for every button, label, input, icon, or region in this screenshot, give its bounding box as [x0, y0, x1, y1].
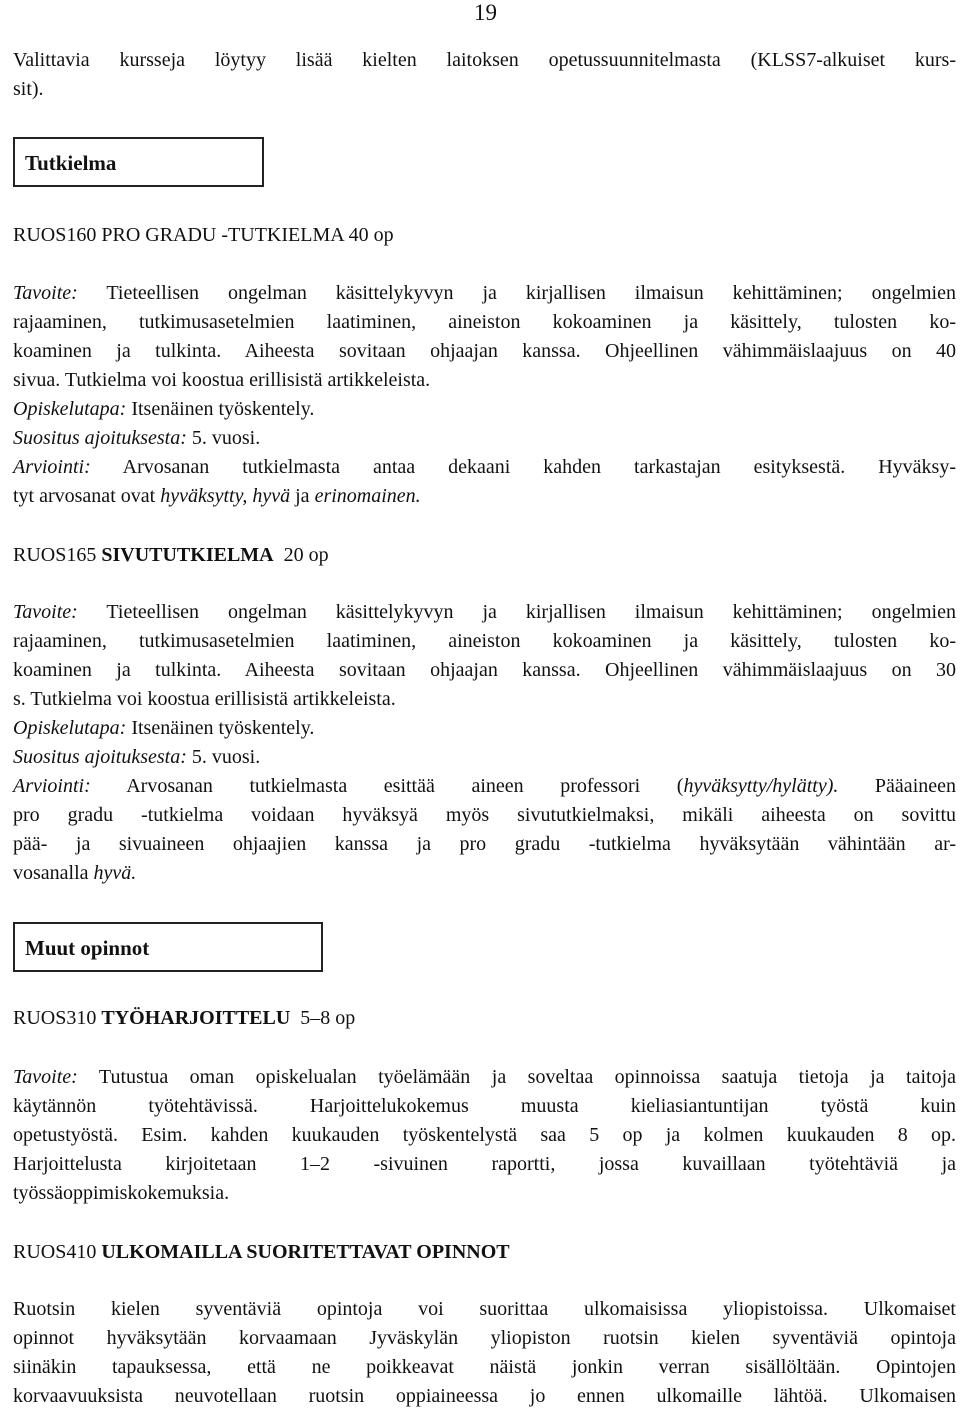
course-body-ruos410	[13, 1295, 956, 1411]
goal-line: rajaaminen, tutkimusasetelmien laatiminen, aineiston kokoaminen ja käsittely, tulosten ko-	[13, 630, 956, 652]
intro-paragraph	[13, 46, 956, 104]
body-line: Tavoite: Tutustua oman opiskelualan työelämään ja soveltaa opinnoissa saatuja tietoja ja taitoja	[13, 1066, 956, 1088]
method-label: Opiskelutapa:	[13, 717, 127, 739]
goal-label: Tavoite:	[13, 601, 78, 623]
goal-line: s. Tutkielma voi koostua erillisistä artikkeleista.	[13, 688, 396, 710]
goal-line: koaminen ja tulkinta. Aiheesta sovitaan ohjaajan kanssa. Ohjeellinen vähimmäislaajuus on 30	[13, 659, 956, 681]
course-heading-ruos165	[13, 542, 329, 568]
course-name: PRO GRADU -TUTKIELMA	[101, 224, 344, 246]
timing-line: Suositus ajoituksesta: 5. vuosi.	[13, 746, 261, 768]
goal-label: Tavoite:	[13, 282, 78, 304]
course-heading-ruos410	[13, 1239, 510, 1265]
course-credits: 20 op	[283, 544, 329, 566]
course-body-ruos310	[13, 1063, 956, 1208]
method-line: Opiskelutapa: Itsenäinen työskentely.	[13, 398, 315, 420]
timing-label: Suositus ajoituksesta:	[13, 427, 187, 449]
goal-line: Tavoite: Tieteellisen ongelman käsittelykyvyn ja kirjallisen ilmaisun kehittäminen; ongelmien	[13, 601, 956, 623]
eval-label: Arviointi:	[13, 775, 91, 797]
page-number: 19	[474, 0, 497, 25]
course-code: RUOS165	[13, 544, 97, 566]
course-name: TYÖHARJOITTELU	[101, 1007, 291, 1029]
goal-line: Tavoite: Tieteellisen ongelman käsittelykyvyn ja kirjallisen ilmaisun kehittäminen; ongelmien	[13, 282, 956, 304]
course-code: RUOS410	[13, 1241, 97, 1263]
course-code: RUOS310	[13, 1007, 97, 1029]
body-line: opetustyöstä. Esim. kahden kuukauden työskentelystä saa 5 op ja kolmen kuukauden 8 op.	[13, 1124, 956, 1146]
goal-line: sivua. Tutkielma voi koostua erillisistä artikkeleista.	[13, 369, 431, 391]
eval-line: Arviointi: Arvosanan tutkielmasta antaa dekaani kahden tarkastajan esityksestä. Hyväksy-	[13, 456, 956, 478]
course-heading-ruos160	[13, 222, 394, 248]
eval-label: Arviointi:	[13, 456, 91, 478]
eval-line: tyt arvosanat ovat hyväksytty, hyvä ja erinomainen.	[13, 485, 421, 507]
section-heading-muut-opinnot: Muut opinnot	[13, 922, 323, 972]
timing-label: Suositus ajoituksesta:	[13, 746, 187, 768]
course-body-ruos160	[13, 279, 956, 511]
eval-line: vosanalla hyvä.	[13, 862, 137, 884]
method-line: Opiskelutapa: Itsenäinen työskentely.	[13, 717, 315, 739]
eval-line: Arviointi: Arvosanan tutkielmasta esittää aineen professori (hyväksytty/hylätty). Pääaineen	[13, 775, 956, 797]
eval-line: pro gradu -tutkielma voidaan hyväksyä myös sivututkielmaksi, mikäli aiheesta on sovittu	[13, 804, 956, 826]
course-code: RUOS160	[13, 224, 97, 246]
intro-line-2: sit).	[13, 78, 44, 100]
timing-line: Suositus ajoituksesta: 5. vuosi.	[13, 427, 261, 449]
goal-label: Tavoite:	[13, 1066, 78, 1088]
course-heading-ruos310	[13, 1005, 355, 1031]
body-line: siinäkin tapauksessa, että ne poikkeavat näistä jonkin verran sisällöltään. Opintojen	[13, 1356, 956, 1378]
course-name: ULKOMAILLA SUORITETTAVAT OPINNOT	[101, 1241, 510, 1263]
eval-line: pää- ja sivuaineen ohjaajien kanssa ja pro gradu -tutkielma hyväksytään vähintään ar-	[13, 833, 956, 855]
goal-line: rajaaminen, tutkimusasetelmien laatiminen, aineiston kokoaminen ja käsittely, tulosten ko-	[13, 311, 956, 333]
body-line: Ruotsin kielen syventäviä opintoja voi suorittaa ulkomaisissa yliopistoissa. Ulkomaiset	[13, 1298, 956, 1320]
body-line: Harjoittelusta kirjoitetaan 1–2 -sivuinen raportti, jossa kuvaillaan työtehtäviä ja	[13, 1153, 956, 1175]
method-label: Opiskelutapa:	[13, 398, 127, 420]
intro-line-1: Valittavia kursseja löytyy lisää kielten laitoksen opetussuunnitelmasta (KLSS7-alkuiset kurs-	[13, 49, 956, 71]
section-heading-tutkielma: Tutkielma	[13, 137, 264, 187]
body-line: työssäoppimiskokemuksia.	[13, 1182, 230, 1204]
course-credits: 5–8 op	[300, 1007, 356, 1029]
goal-line: koaminen ja tulkinta. Aiheesta sovitaan ohjaajan kanssa. Ohjeellinen vähimmäislaajuus on 40	[13, 340, 956, 362]
course-name: SIVUTUTKIELMA	[101, 544, 274, 566]
course-body-ruos165	[13, 598, 956, 888]
body-line: käytännön työtehtävissä. Harjoittelukokemus muusta kieliasiantuntijan työstä kuin	[13, 1095, 956, 1117]
body-line: opinnot hyväksytään korvaamaan Jyväskylän yliopiston ruotsin kielen syventäviä opintoja	[13, 1327, 956, 1349]
body-line: korvaavuuksista neuvotellaan ruotsin oppiaineessa jo ennen ulkomaille lähtöä. Ulkomaisen	[13, 1385, 956, 1407]
course-credits: 40 op	[348, 224, 394, 246]
